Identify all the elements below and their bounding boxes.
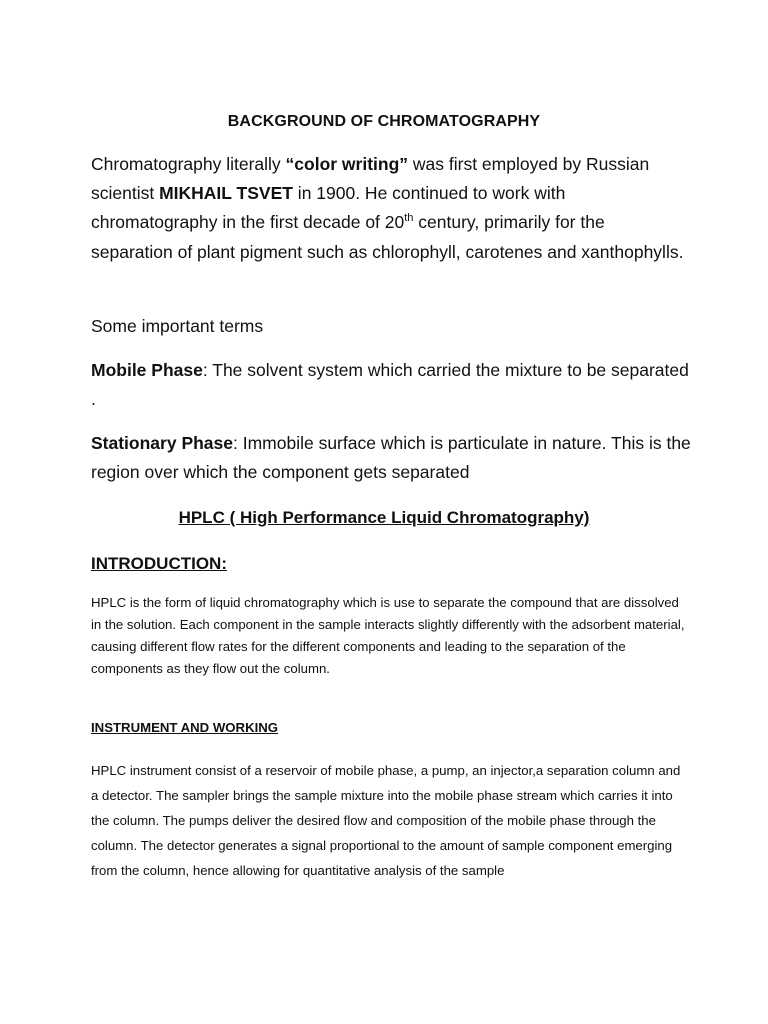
mobile-phase-term: Mobile Phase xyxy=(91,360,203,380)
stationary-phase-term: Stationary Phase xyxy=(91,433,233,453)
ordinal-suffix: th xyxy=(404,212,414,225)
hplc-section-title: HPLC ( High Performance Liquid Chromatography) xyxy=(178,508,590,527)
introduction-heading: INTRODUCTION: xyxy=(91,554,227,573)
intro-text-a: Chromatography literally xyxy=(91,154,286,174)
scientist-name: MIKHAIL TSVET xyxy=(159,183,293,204)
terms-heading: Some important terms xyxy=(91,316,264,336)
stationary-phase-text: : Immobile surface which is particulate in nature. This is the region over which the component gets separated xyxy=(91,433,691,483)
intro-text-b: was first employed by Russian scientist xyxy=(91,154,650,204)
instrument-text: HPLC instrument consist of a reservoir of mobile phase, a pump, an injector,a separation column and a detector. The sampler brings the sample mixture into the mobile phase stream which carries it into the column. The pumps deliver the desired flow and composition of the mobile phase through the column. The detector generates a signal proportional to the amount of sample component emerging from the column, hence allowing for quantitative analysis of the sample xyxy=(91,763,681,878)
intro-text-c: in 1900. He continued to work with chromatography in the first decade of 20 xyxy=(91,183,566,233)
intro-text-d: century, primarily for the separation of plant pigment such as chlorophyll, carotenes and xanthophylls. xyxy=(91,212,684,262)
stationary-phase-definition xyxy=(91,429,691,487)
color-writing-phrase: “color writing” xyxy=(285,154,409,174)
intro-paragraph xyxy=(91,150,691,267)
page-title: BACKGROUND OF CHROMATOGRAPHY xyxy=(227,113,541,130)
instrument-heading: INSTRUMENT AND WORKING xyxy=(91,720,279,735)
mobile-phase-definition xyxy=(91,356,691,414)
mobile-phase-text: : The solvent system which carried the mixture to be separated . xyxy=(91,360,689,410)
hplc-introduction-text: HPLC is the form of liquid chromatography which is use to separate the compound that are dissolved in the solution. Each component in the sample interacts slightly differently with the adsorbent material, causing different flow rates for the different components and leading to the separation of the components as they flow out the column. xyxy=(91,595,685,676)
